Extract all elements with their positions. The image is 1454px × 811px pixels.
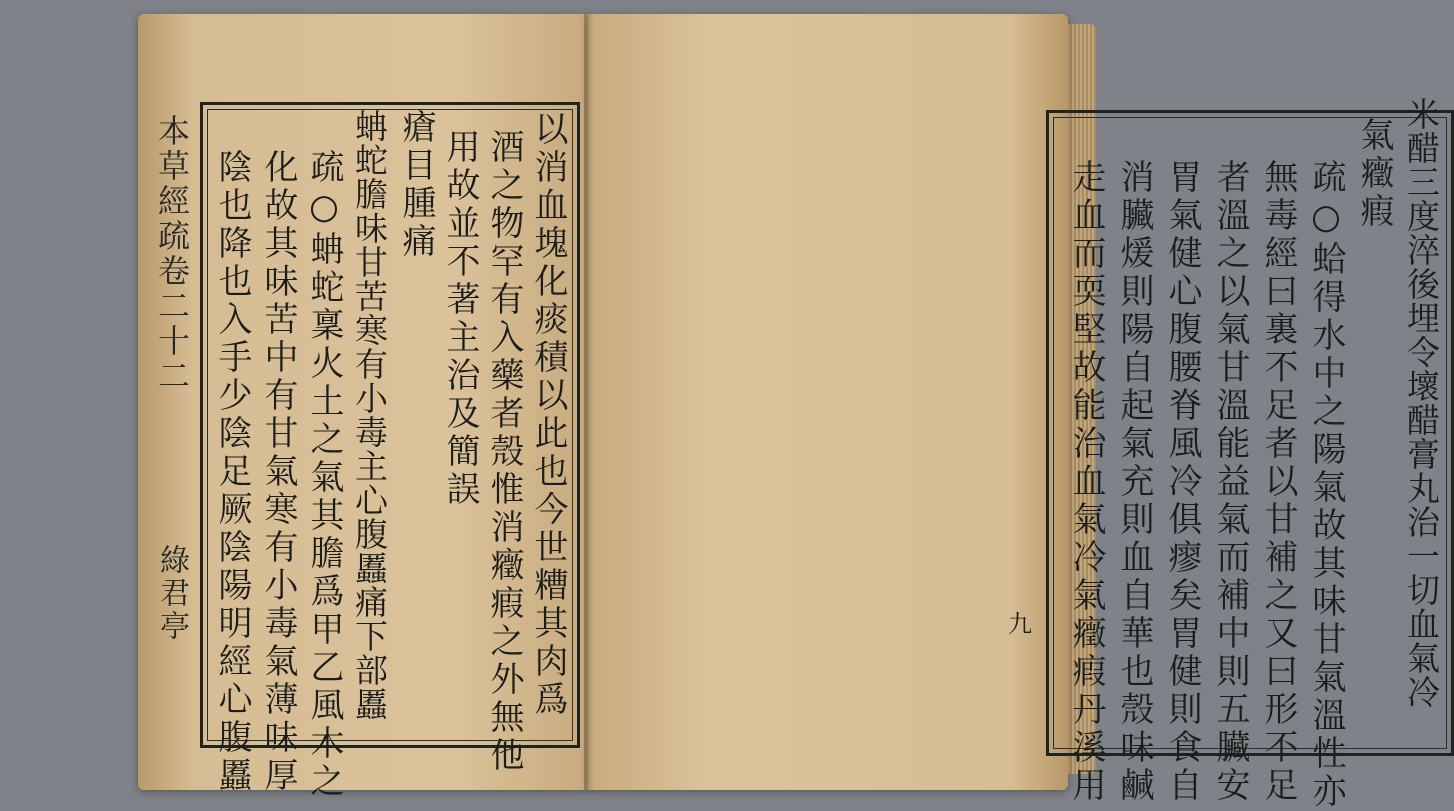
text-column: 蚺蛇膽味甘苦寒有小毒主心腹䘌痛下部䘌 [350,109,389,721]
left-page [138,14,588,801]
text-column: 陰也降也入手少陰足厥陰陽明經心腹䘌 [212,149,252,795]
text-column: 米醋三度淬後埋令壞醋膏丸治一切血氣冷 [1402,97,1441,709]
open-book [138,14,1441,811]
text-column: 用故並不著主治及簡誤 [440,129,480,509]
text-column: 消臟煖則陽自起氣充則血自華也殼味鹹 [1114,159,1154,805]
left-text-frame [200,102,580,801]
text-column: 疏○蛤得水中之陽氣故其味甘氣溫性亦 [1306,159,1346,811]
text-column: 者溫之以氣甘溫能益氣而補中則五臟安 [1210,159,1250,805]
text-column: 疏○蚺蛇稟火土之氣其膽爲甲乙風木之 [304,149,344,801]
margin-book-title: 本草經疏卷二十二 [153,114,191,394]
publisher-mark: 綠君亭 [154,544,189,643]
text-column: 以消血塊化痰積以此也今世糟其肉爲 [528,111,568,719]
right-page [588,14,1441,811]
book-spine-shadow [584,14,594,790]
text-column: 化故其味苦中有甘氣寒有小毒氣薄味厚 [258,149,298,795]
text-column: 無毒經曰裏不足者以甘補之又曰形不足 [1258,159,1298,805]
text-column: 胃氣健心腹腰脊風冷俱瘳矣胃健則食自 [1162,159,1202,805]
text-column: 走血而耎堅故能治血氣冷氣癥瘕丹溪用 [1066,159,1106,805]
right-text-frame [1046,97,1454,811]
folio-number: 九 [1008,610,1032,638]
text-column: 瘡目腫痛 [396,109,436,261]
text-column: 酒之物罕有入藥者殼惟消癥瘕之外無他 [484,129,524,775]
text-column: 氣癥瘕 [1354,117,1394,231]
